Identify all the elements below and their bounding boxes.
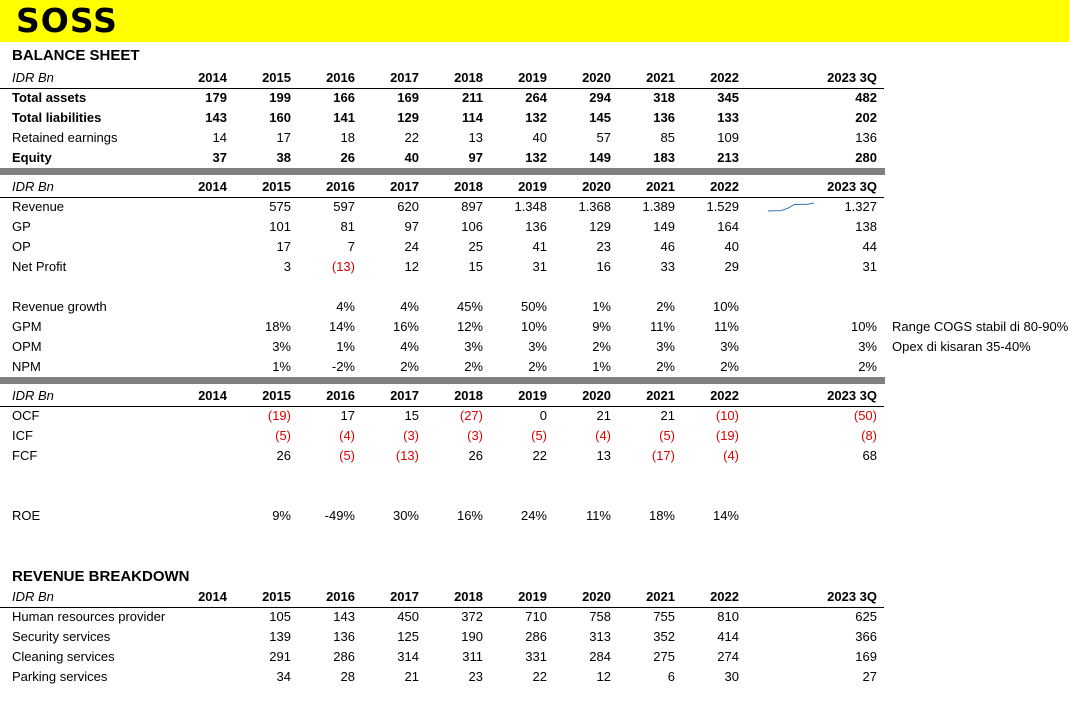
row-label: FCF [12,448,38,463]
value-cell: 4% [400,339,419,354]
value-cell: 372 [461,609,483,624]
row-label: Total liabilities [12,110,102,125]
value-cell: 26 [468,448,483,463]
value-cell: 2% [858,359,877,374]
value-cell: 15 [404,408,419,423]
row-label: GP [12,219,31,234]
breakdown-row [0,667,1069,687]
value-cell: 620 [397,199,419,214]
row-label: Cleaning services [12,649,115,664]
value-cell: 1% [592,299,611,314]
balance-row [0,148,1069,168]
year-header: 2020 [582,589,611,604]
value-cell: 183 [653,150,675,165]
year-header: 2016 [326,70,355,85]
value-cell: -2% [331,359,355,374]
value-cell: 3 [283,259,291,274]
value-cell: 109 [717,130,739,145]
value-cell: (5) [339,448,355,463]
value-cell: 57 [596,130,611,145]
unit-label: IDR Bn [12,70,54,85]
ticker-title: SOSS [16,1,118,40]
revenue-sparkline [767,201,815,213]
value-cell: 45% [456,299,483,314]
value-cell: 1% [336,339,355,354]
value-cell: 133 [717,110,739,125]
income-row [0,257,1069,277]
year-header: 2022 [710,388,739,403]
row-label: Equity [12,150,52,165]
row-label: Revenue growth [12,299,107,314]
value-cell: (13) [331,259,355,274]
year-header: 2014 [198,388,227,403]
value-cell: 10% [520,319,547,334]
value-cell: 40 [532,130,547,145]
balance-row [0,88,1069,108]
value-cell: 139 [269,629,291,644]
value-cell: 897 [461,199,483,214]
value-cell: 14 [212,130,227,145]
value-cell: 30% [392,508,419,523]
value-cell: 26 [340,150,355,165]
value-cell: 331 [525,649,547,664]
value-cell: 3% [858,339,877,354]
value-cell: 9% [592,319,611,334]
year-header: 2018 [454,589,483,604]
value-cell: 68 [862,448,877,463]
value-cell: 179 [205,90,227,105]
year-header: 2020 [582,388,611,403]
value-cell: 22 [532,448,547,463]
year-header: 2014 [198,589,227,604]
value-cell: 10% [850,319,877,334]
value-cell: 129 [589,219,611,234]
year-header: 2019 [518,179,547,194]
value-cell: 31 [532,259,547,274]
value-cell: 10% [712,299,739,314]
value-cell: 125 [397,629,419,644]
year-header: 2014 [198,179,227,194]
year-header: 2021 [646,589,675,604]
value-cell: 294 [589,90,611,105]
value-cell: 3% [720,339,739,354]
value-cell: 141 [333,110,355,125]
year-header: 2016 [326,179,355,194]
value-cell: 313 [589,629,611,644]
value-cell: 38 [276,150,291,165]
value-cell: (27) [459,408,483,423]
cashflow-row [0,426,1069,446]
balance-sheet-title-text: BALANCE SHEET [12,47,140,64]
value-cell: 274 [717,649,739,664]
value-cell: 213 [717,150,739,165]
year-header: 2022 [710,70,739,85]
cashflow-row [0,446,1069,466]
value-cell: 11% [649,319,675,334]
value-cell: 23 [596,239,611,254]
year-header: 2015 [262,589,291,604]
value-cell: 12% [456,319,483,334]
value-cell: 160 [269,110,291,125]
value-cell: 13 [468,130,483,145]
row-label: Total assets [12,90,87,105]
year-header: 2017 [390,70,419,85]
value-cell: 136 [653,110,675,125]
value-cell: 129 [397,110,419,125]
value-cell: 11% [713,319,739,334]
value-cell: 286 [333,649,355,664]
ticker-banner [0,0,1069,42]
row-label: Human resources provider [12,609,166,624]
year-header-row [0,177,884,198]
value-cell: 3% [528,339,547,354]
year-header: 2023 3Q [827,589,877,604]
value-cell: 3% [272,339,291,354]
year-header-row [0,68,884,89]
cashflow-row [0,406,1069,426]
year-header-row [0,386,884,407]
value-cell: 6 [667,669,675,684]
value-cell: 2% [720,359,739,374]
value-cell: 1.368 [578,199,611,214]
row-label: OCF [12,408,40,423]
value-cell: (4) [595,428,611,443]
year-header: 2016 [326,589,355,604]
row-label: ICF [12,428,33,443]
value-cell: 311 [462,649,483,664]
unit-label: IDR Bn [12,589,54,604]
value-cell: (3) [467,428,483,443]
value-cell: 106 [461,219,483,234]
value-cell: 2% [592,339,611,354]
roe-row [0,506,1069,526]
row-label: NPM [12,359,41,374]
year-header: 2019 [518,70,547,85]
value-cell: 2% [464,359,483,374]
value-cell: 166 [333,90,355,105]
year-header: 2015 [262,179,291,194]
opm-note: Opex di kisaran 35-40% [892,339,1031,354]
value-cell: 1.529 [706,199,739,214]
row-label: Retained earnings [12,130,118,145]
value-cell: (4) [339,428,355,443]
value-cell: 29 [724,259,739,274]
value-cell: 1.348 [514,199,547,214]
value-cell: 105 [269,609,291,624]
balance-row [0,128,1069,148]
value-cell: 18 [340,130,355,145]
value-cell: 9% [272,508,291,523]
value-cell: 97 [404,219,419,234]
value-cell: 366 [855,629,877,644]
value-cell: (5) [659,428,675,443]
value-cell: 16% [456,508,483,523]
value-cell: 710 [525,609,547,624]
value-cell: 291 [269,649,291,664]
row-label: ROE [12,508,41,523]
value-cell: 149 [589,150,611,165]
value-cell: 132 [525,150,547,165]
value-cell: 2% [400,359,419,374]
value-cell: 4% [400,299,419,314]
breakdown-row [0,627,1069,647]
year-header: 2021 [646,388,675,403]
value-cell: 264 [525,90,547,105]
year-header: 2017 [390,388,419,403]
year-header: 2023 3Q [827,388,877,403]
value-cell: 7 [347,239,355,254]
value-cell: 211 [462,90,483,105]
breakdown-row [0,607,1069,627]
value-cell: 414 [717,629,739,644]
value-cell: 575 [269,199,291,214]
value-cell: 21 [660,408,675,423]
value-cell: 30 [724,669,739,684]
section-separator [0,377,885,384]
value-cell: 758 [589,609,611,624]
value-cell: 23 [468,669,483,684]
year-header: 2021 [646,179,675,194]
value-cell: 18% [648,508,675,523]
value-cell: 625 [855,609,877,624]
row-label: OPM [12,339,42,354]
value-cell: 13 [596,448,611,463]
value-cell: 202 [855,110,877,125]
value-cell: 14% [328,319,355,334]
year-header: 2017 [390,179,419,194]
value-cell: 755 [653,609,675,624]
value-cell: (19) [715,428,739,443]
value-cell: 12 [596,669,611,684]
value-cell: 14% [712,508,739,523]
value-cell: 143 [205,110,227,125]
year-header: 2015 [262,388,291,403]
value-cell: 31 [862,259,877,274]
section-separator [0,168,885,175]
year-header: 2019 [518,589,547,604]
value-cell: 284 [589,649,611,664]
value-cell: 41 [532,239,547,254]
value-cell: (4) [723,448,739,463]
year-header: 2018 [454,179,483,194]
value-cell: (19) [267,408,291,423]
value-cell: 149 [653,219,675,234]
value-cell: 17 [340,408,355,423]
value-cell: 450 [397,609,419,624]
value-cell: 97 [468,150,483,165]
year-header: 2016 [326,388,355,403]
value-cell: 25 [468,239,483,254]
value-cell: 132 [525,110,547,125]
value-cell: 34 [276,669,291,684]
year-header: 2018 [454,388,483,403]
value-cell: 16% [392,319,419,334]
sparkline-line [768,203,814,211]
value-cell: 199 [269,90,291,105]
value-cell: 482 [855,90,877,105]
value-cell: 28 [340,669,355,684]
value-cell: 22 [404,130,419,145]
value-cell: 2% [656,299,675,314]
row-label: Security services [12,629,111,644]
value-cell: 136 [855,130,877,145]
value-cell: (13) [395,448,419,463]
value-cell: 3% [464,339,483,354]
year-header: 2017 [390,589,419,604]
value-cell: 33 [660,259,675,274]
value-cell: 11% [585,508,611,523]
revenue-breakdown-title-text: REVENUE BREAKDOWN [12,568,190,585]
value-cell: 15 [468,259,483,274]
value-cell: 12 [404,259,419,274]
value-cell: 21 [596,408,611,423]
value-cell: 3% [656,339,675,354]
value-cell: (5) [275,428,291,443]
value-cell: 145 [589,110,611,125]
value-cell: 1% [272,359,291,374]
value-cell: 2% [528,359,547,374]
value-cell: 81 [340,219,355,234]
value-cell: 138 [855,219,877,234]
value-cell: 27 [862,669,877,684]
value-cell: (17) [651,448,675,463]
year-header: 2020 [582,70,611,85]
value-cell: 17 [276,130,291,145]
value-cell: 164 [717,219,739,234]
value-cell: 275 [653,649,675,664]
value-cell: 37 [212,150,227,165]
value-cell: 169 [855,649,877,664]
year-header: 2014 [198,70,227,85]
revenue-breakdown-title [0,567,1069,587]
gpm-note: Range COGS stabil di 80-90% [892,319,1069,334]
value-cell: 318 [653,90,675,105]
balance-sheet-title [0,46,1069,66]
year-header: 2018 [454,70,483,85]
value-cell: 21 [404,669,419,684]
value-cell: 40 [404,150,419,165]
value-cell: 1% [592,359,611,374]
value-cell: 345 [717,90,739,105]
value-cell: (5) [531,428,547,443]
value-cell: (3) [403,428,419,443]
value-cell: (10) [715,408,739,423]
year-header: 2019 [518,388,547,403]
value-cell: 0 [539,408,547,423]
value-cell: 4% [336,299,355,314]
value-cell: 280 [855,150,877,165]
income-row [0,237,1069,257]
row-label: GPM [12,319,42,334]
value-cell: 190 [461,629,483,644]
row-label: Revenue [12,199,65,214]
value-cell: 597 [333,199,355,214]
value-cell: 314 [397,649,419,664]
value-cell: 50% [520,299,547,314]
row-label: Parking services [12,669,108,684]
year-header: 2020 [582,179,611,194]
value-cell: 136 [333,629,355,644]
value-cell: 22 [532,669,547,684]
year-header: 2022 [710,589,739,604]
value-cell: 114 [462,110,483,125]
value-cell: 169 [397,90,419,105]
row-label: OP [12,239,31,254]
value-cell: 26 [276,448,291,463]
value-cell: (50) [853,408,877,423]
unit-label: IDR Bn [12,388,54,403]
value-cell: 40 [724,239,739,254]
value-cell: 810 [717,609,739,624]
year-header: 2023 3Q [827,179,877,194]
year-header-row [0,587,884,608]
income-row [0,217,1069,237]
value-cell: 24 [404,239,419,254]
balance-row [0,108,1069,128]
value-cell: 2% [656,359,675,374]
value-cell: (8) [861,428,877,443]
value-cell: 101 [269,219,291,234]
value-cell: 85 [660,130,675,145]
value-cell: 18% [264,319,291,334]
value-cell: 17 [276,239,291,254]
year-header: 2022 [710,179,739,194]
value-cell: 136 [525,219,547,234]
year-header: 2023 3Q [827,70,877,85]
value-cell: 143 [333,609,355,624]
row-label: Net Profit [12,259,67,274]
value-cell: 286 [525,629,547,644]
value-cell: 1.389 [642,199,675,214]
value-cell: -49% [324,508,355,523]
value-cell: 352 [653,629,675,644]
value-cell: 46 [660,239,675,254]
breakdown-row [0,647,1069,667]
value-cell: 44 [862,239,877,254]
year-header: 2015 [262,70,291,85]
income-row [0,197,1069,217]
value-cell: 16 [596,259,611,274]
ratio-row [0,357,1069,377]
value-cell: 24% [520,508,547,523]
year-header: 2021 [646,70,675,85]
value-cell: 1.327 [844,199,877,214]
ratio-row [0,297,1069,317]
unit-label: IDR Bn [12,179,54,194]
